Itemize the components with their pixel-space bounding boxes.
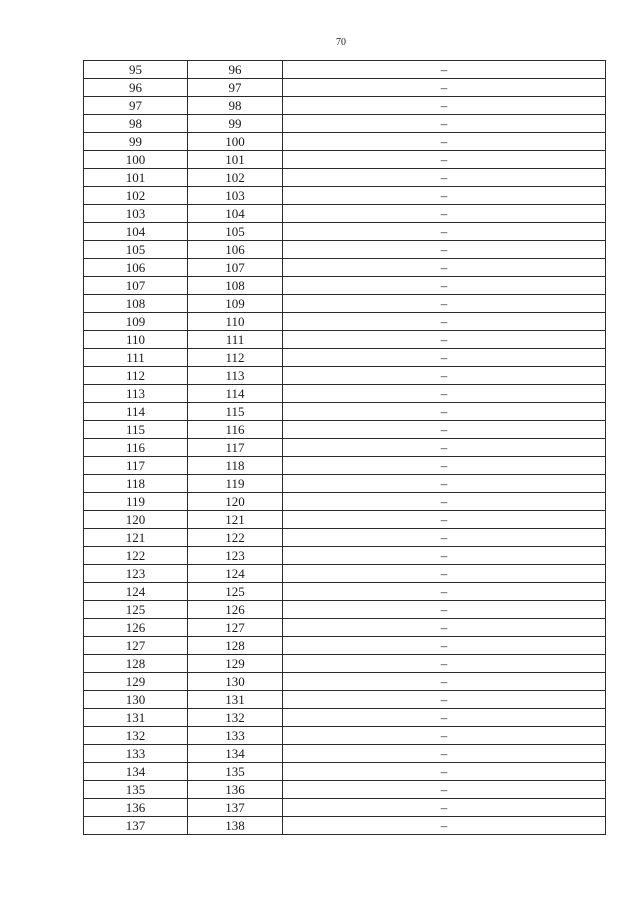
table-cell-col-3: –	[283, 331, 606, 349]
table-cell-col-2: 107	[188, 259, 283, 277]
table-cell-col-1: 108	[84, 295, 188, 313]
table-cell-col-3: –	[283, 277, 606, 295]
table-cell-col-2: 136	[188, 781, 283, 799]
table-cell-col-1: 124	[84, 583, 188, 601]
table-cell-col-3: –	[283, 223, 606, 241]
table-cell-col-3: –	[283, 565, 606, 583]
table-row	[84, 817, 606, 835]
table-cell-col-1: 100	[84, 151, 188, 169]
table-row	[84, 583, 606, 601]
table-row	[84, 511, 606, 529]
table-cell-col-3: –	[283, 745, 606, 763]
table-cell-col-1: 106	[84, 259, 188, 277]
table-row	[84, 799, 606, 817]
table-cell-col-3: –	[283, 295, 606, 313]
table-cell-col-1: 131	[84, 709, 188, 727]
table-cell-col-3: –	[283, 511, 606, 529]
table-row	[84, 277, 606, 295]
table-row	[84, 601, 606, 619]
table-row	[84, 493, 606, 511]
table-cell-col-2: 138	[188, 817, 283, 835]
table-cell-col-1: 98	[84, 115, 188, 133]
table-row	[84, 169, 606, 187]
table-row	[84, 97, 606, 115]
table-row	[84, 241, 606, 259]
table-cell-col-2: 104	[188, 205, 283, 223]
table-cell-col-3: –	[283, 475, 606, 493]
table-cell-col-1: 107	[84, 277, 188, 295]
table-cell-col-3: –	[283, 583, 606, 601]
table-cell-col-2: 117	[188, 439, 283, 457]
table-cell-col-2: 119	[188, 475, 283, 493]
table-row	[84, 313, 606, 331]
table-cell-col-2: 115	[188, 403, 283, 421]
table-cell-col-3: –	[283, 403, 606, 421]
table-cell-col-3: –	[283, 619, 606, 637]
table-cell-col-1: 102	[84, 187, 188, 205]
table-cell-col-1: 123	[84, 565, 188, 583]
table-cell-col-2: 135	[188, 763, 283, 781]
table-row	[84, 637, 606, 655]
table-cell-col-1: 118	[84, 475, 188, 493]
table-row	[84, 223, 606, 241]
table-cell-col-3: –	[283, 241, 606, 259]
table-cell-col-2: 133	[188, 727, 283, 745]
table-cell-col-2: 105	[188, 223, 283, 241]
table-row	[84, 619, 606, 637]
table-cell-col-3: –	[283, 547, 606, 565]
table-cell-col-1: 136	[84, 799, 188, 817]
table-cell-col-2: 111	[188, 331, 283, 349]
table-cell-col-2: 125	[188, 583, 283, 601]
table-cell-col-1: 97	[84, 97, 188, 115]
table-cell-col-2: 112	[188, 349, 283, 367]
table-cell-col-3: –	[283, 673, 606, 691]
table-row	[84, 115, 606, 133]
table-cell-col-2: 137	[188, 799, 283, 817]
table-row	[84, 421, 606, 439]
table-cell-col-2: 103	[188, 187, 283, 205]
table-cell-col-1: 134	[84, 763, 188, 781]
table-cell-col-1: 103	[84, 205, 188, 223]
table-row	[84, 529, 606, 547]
table-row	[84, 763, 606, 781]
table-row	[84, 673, 606, 691]
table-cell-col-1: 112	[84, 367, 188, 385]
table-cell-col-2: 124	[188, 565, 283, 583]
table-cell-col-3: –	[283, 205, 606, 223]
table-row	[84, 547, 606, 565]
table-cell-col-2: 113	[188, 367, 283, 385]
table-cell-col-1: 113	[84, 385, 188, 403]
table-cell-col-3: –	[283, 691, 606, 709]
table-cell-col-3: –	[283, 493, 606, 511]
table-cell-col-3: –	[283, 421, 606, 439]
table-cell-col-1: 135	[84, 781, 188, 799]
table-cell-col-2: 118	[188, 457, 283, 475]
table-cell-col-2: 123	[188, 547, 283, 565]
table-cell-col-2: 96	[188, 61, 283, 79]
table-cell-col-3: –	[283, 763, 606, 781]
table-cell-col-3: –	[283, 97, 606, 115]
table-cell-col-2: 98	[188, 97, 283, 115]
table-row	[84, 691, 606, 709]
table-cell-col-3: –	[283, 817, 606, 835]
table-row	[84, 565, 606, 583]
table-row	[84, 439, 606, 457]
table-cell-col-1: 132	[84, 727, 188, 745]
table-cell-col-1: 122	[84, 547, 188, 565]
page-number: 70	[336, 37, 346, 48]
table-row	[84, 403, 606, 421]
table-cell-col-3: –	[283, 529, 606, 547]
table-cell-col-1: 126	[84, 619, 188, 637]
table-cell-col-1: 115	[84, 421, 188, 439]
table-row	[84, 295, 606, 313]
data-table	[83, 60, 606, 835]
table-cell-col-1: 137	[84, 817, 188, 835]
table-cell-col-2: 130	[188, 673, 283, 691]
table-cell-col-3: –	[283, 709, 606, 727]
table-cell-col-3: –	[283, 655, 606, 673]
table-cell-col-1: 129	[84, 673, 188, 691]
table-cell-col-2: 132	[188, 709, 283, 727]
table-cell-col-2: 100	[188, 133, 283, 151]
table-cell-col-2: 120	[188, 493, 283, 511]
table-row	[84, 727, 606, 745]
table-row	[84, 61, 606, 79]
table-cell-col-1: 125	[84, 601, 188, 619]
table-cell-col-2: 121	[188, 511, 283, 529]
table-cell-col-1: 127	[84, 637, 188, 655]
table-cell-col-1: 117	[84, 457, 188, 475]
table-row	[84, 205, 606, 223]
table-cell-col-1: 133	[84, 745, 188, 763]
table-cell-col-2: 101	[188, 151, 283, 169]
table-row	[84, 385, 606, 403]
table-row	[84, 151, 606, 169]
table-cell-col-2: 134	[188, 745, 283, 763]
table-cell-col-2: 99	[188, 115, 283, 133]
table-cell-col-2: 108	[188, 277, 283, 295]
table-row	[84, 709, 606, 727]
table-cell-col-3: –	[283, 439, 606, 457]
table-cell-col-2: 128	[188, 637, 283, 655]
table-row	[84, 781, 606, 799]
table-cell-col-3: –	[283, 169, 606, 187]
table-body	[84, 61, 606, 835]
table-row	[84, 475, 606, 493]
table-row	[84, 655, 606, 673]
table-cell-col-1: 116	[84, 439, 188, 457]
table-row	[84, 457, 606, 475]
table-cell-col-2: 129	[188, 655, 283, 673]
table-cell-col-2: 122	[188, 529, 283, 547]
table-row	[84, 331, 606, 349]
table-cell-col-3: –	[283, 115, 606, 133]
table-cell-col-1: 119	[84, 493, 188, 511]
table-cell-col-2: 131	[188, 691, 283, 709]
table-cell-col-1: 121	[84, 529, 188, 547]
table-cell-col-3: –	[283, 61, 606, 79]
table-cell-col-1: 96	[84, 79, 188, 97]
table-cell-col-1: 111	[84, 349, 188, 367]
table-row	[84, 79, 606, 97]
table-cell-col-1: 109	[84, 313, 188, 331]
table-cell-col-1: 120	[84, 511, 188, 529]
table-cell-col-3: –	[283, 259, 606, 277]
table-cell-col-2: 127	[188, 619, 283, 637]
table-cell-col-1: 130	[84, 691, 188, 709]
table-cell-col-1: 95	[84, 61, 188, 79]
table-cell-col-2: 110	[188, 313, 283, 331]
table-cell-col-1: 99	[84, 133, 188, 151]
table-row	[84, 187, 606, 205]
table-cell-col-3: –	[283, 133, 606, 151]
table-cell-col-2: 97	[188, 79, 283, 97]
table-cell-col-3: –	[283, 313, 606, 331]
table-cell-col-2: 116	[188, 421, 283, 439]
table-cell-col-2: 109	[188, 295, 283, 313]
table-row	[84, 367, 606, 385]
table-cell-col-3: –	[283, 457, 606, 475]
table-cell-col-2: 106	[188, 241, 283, 259]
table-cell-col-3: –	[283, 187, 606, 205]
table-cell-col-3: –	[283, 79, 606, 97]
table-cell-col-2: 126	[188, 601, 283, 619]
table-row	[84, 259, 606, 277]
table-cell-col-1: 104	[84, 223, 188, 241]
table-cell-col-3: –	[283, 781, 606, 799]
table-cell-col-1: 105	[84, 241, 188, 259]
table-cell-col-3: –	[283, 151, 606, 169]
table-row	[84, 133, 606, 151]
table-row	[84, 745, 606, 763]
table-cell-col-3: –	[283, 637, 606, 655]
table-cell-col-3: –	[283, 601, 606, 619]
table-cell-col-3: –	[283, 799, 606, 817]
table-cell-col-2: 102	[188, 169, 283, 187]
table-cell-col-3: –	[283, 349, 606, 367]
table-cell-col-3: –	[283, 727, 606, 745]
table-cell-col-2: 114	[188, 385, 283, 403]
table-cell-col-1: 114	[84, 403, 188, 421]
table-cell-col-1: 110	[84, 331, 188, 349]
table-cell-col-1: 101	[84, 169, 188, 187]
table-row	[84, 349, 606, 367]
table-cell-col-3: –	[283, 385, 606, 403]
table-cell-col-1: 128	[84, 655, 188, 673]
table-cell-col-3: –	[283, 367, 606, 385]
